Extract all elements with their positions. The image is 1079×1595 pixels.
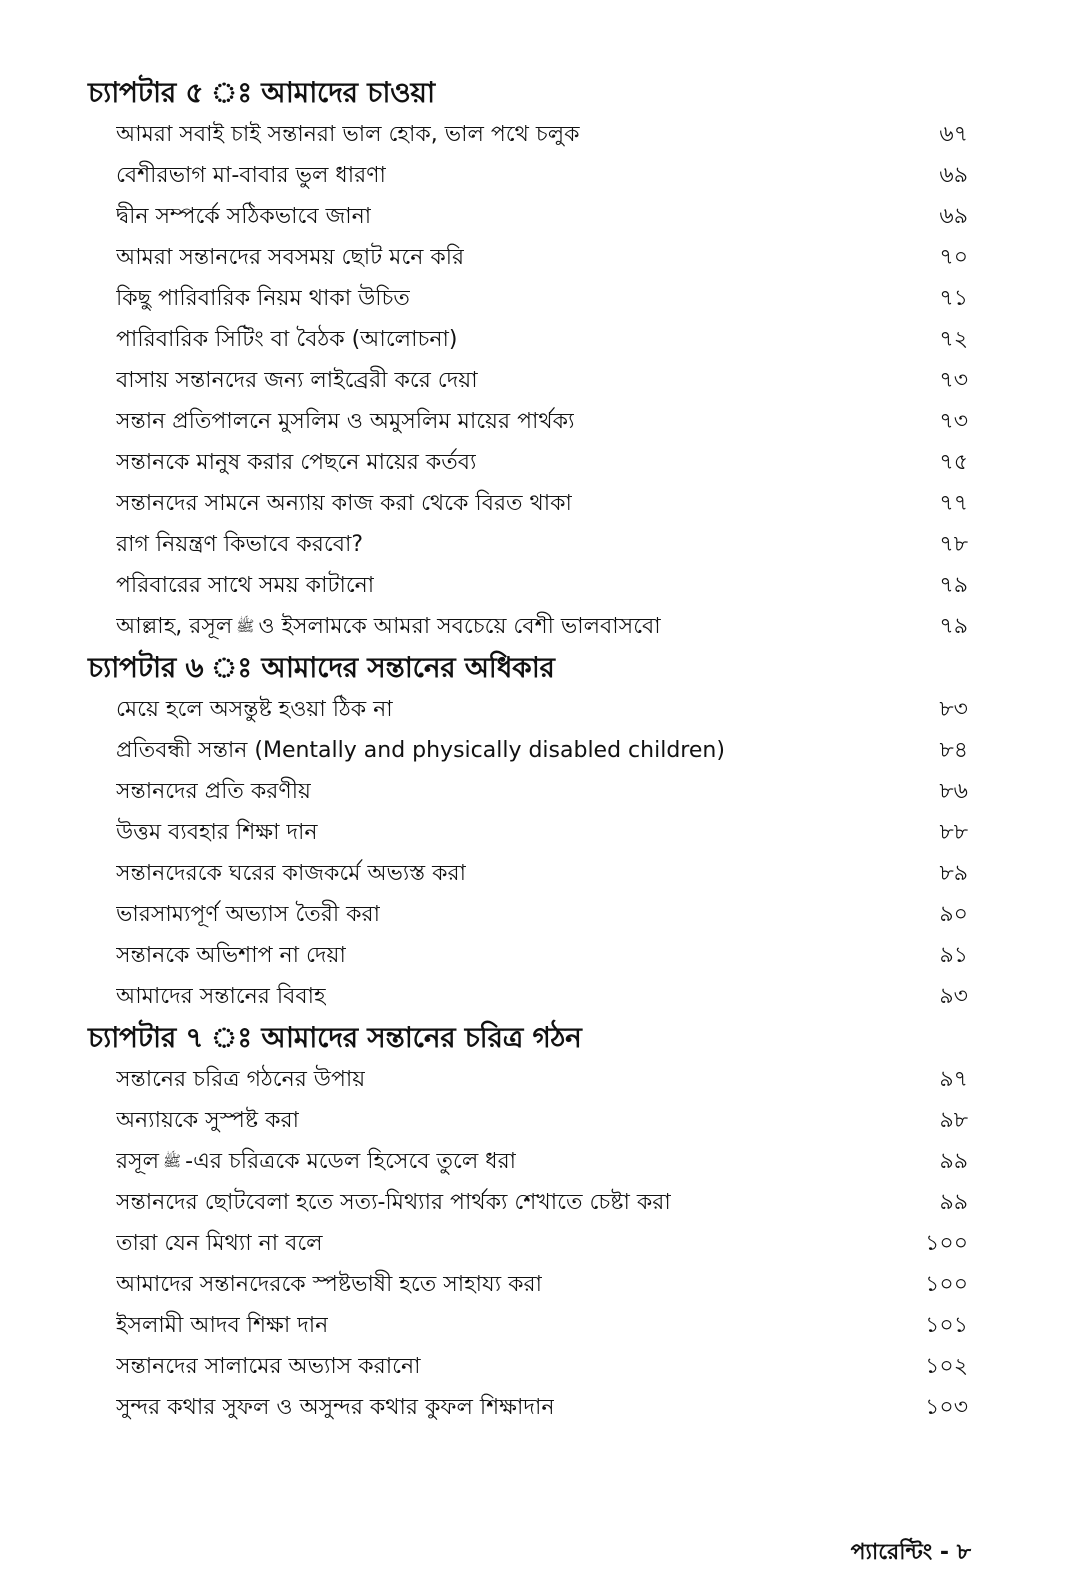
entry-title: আমরা সবাই চাই সন্তানরা ভাল হোক, ভাল পথে চলুক	[116, 122, 580, 147]
entry-title-after: ও ইসলামকে আমরা সবচেয়ে বেশী ভালবাসবো	[258, 613, 661, 639]
entry-title	[116, 606, 661, 648]
entry-page: ৮৬	[939, 779, 968, 804]
entry-page: ১০০	[925, 1272, 968, 1297]
entry-title: সন্তানকে অভিশাপ না দেয়া	[116, 943, 346, 968]
toc-entry	[88, 606, 968, 647]
entry-page: ৮৪	[939, 738, 968, 763]
toc-entry	[88, 237, 968, 278]
toc-entry	[88, 730, 968, 771]
entry-title: দ্বীন সম্পর্কে সঠিকভাবে জানা	[116, 204, 372, 229]
entry-page: ৯৩	[939, 984, 968, 1009]
entry-page: ৯৮	[939, 1108, 968, 1133]
entry-title: প্রতিবন্ধী সন্তান (Mentally and physically disabled children)	[116, 738, 725, 763]
entry-page: ১০০	[925, 1231, 968, 1256]
toc-entry	[88, 1387, 968, 1428]
toc-entry	[88, 565, 968, 606]
entry-page: ৭২	[939, 327, 968, 352]
toc-entry	[88, 1264, 968, 1305]
toc-entry	[88, 1346, 968, 1387]
entry-title: ইসলামী আদব শিক্ষা দান	[116, 1313, 329, 1338]
toc-entry	[88, 401, 968, 442]
entry-title: ভারসাম্যপূর্ণ অভ্যাস তৈরী করা	[116, 902, 381, 927]
entry-page: ৭৭	[939, 491, 968, 516]
entry-title: সন্তানদের ছোটবেলা হতে সত্য-মিথ্যার পার্থক্য শেখাতে চেষ্টা করা	[116, 1190, 671, 1215]
entry-page: ৯০	[939, 902, 968, 927]
entry-title: সুন্দর কথার সুফল ও অসুন্দর কথার কুফল শিক্ষাদান	[116, 1395, 555, 1420]
toc-entry	[88, 155, 968, 196]
entry-title: তারা যেন মিথ্যা না বলে	[116, 1231, 323, 1256]
salawat-honorific-icon: ﷺ	[163, 1152, 182, 1171]
toc-entry	[88, 689, 968, 730]
toc-entry	[88, 114, 968, 155]
entry-title: রাগ নিয়ন্ত্রণ কিভাবে করবো?	[116, 532, 364, 557]
toc-entry	[88, 1223, 968, 1264]
entry-title: সন্তান প্রতিপালনে মুসলিম ও অমুসলিম মায়ের পার্থক্য	[116, 409, 575, 434]
entry-page: ৯৭	[939, 1067, 968, 1092]
entry-title: বাসায় সন্তানদের জন্য লাইব্রেরী করে দেয়া	[116, 368, 478, 393]
toc-entry	[88, 1305, 968, 1346]
toc-entry	[88, 442, 968, 483]
toc-entry	[88, 483, 968, 524]
entry-page: ৭৩	[939, 368, 968, 393]
entry-page: ৭৫	[939, 450, 968, 475]
entry-page: ৭৩	[939, 409, 968, 434]
entry-title: আমরা সন্তানদের সবসময় ছোট মনে করি	[116, 245, 465, 270]
entry-page: ৬৭	[939, 122, 968, 147]
entry-page: ৮৯	[939, 861, 968, 886]
entry-title: পরিবারের সাথে সময় কাটানো	[116, 573, 375, 598]
entry-title-after: -এর চরিত্রকে মডেল হিসেবে তুলে ধরা	[185, 1148, 517, 1174]
toc-entry	[88, 360, 968, 401]
entry-title: বেশীরভাগ মা-বাবার ভুল ধারণা	[116, 163, 386, 188]
entry-page: ৭০	[939, 245, 968, 270]
toc-entry	[88, 812, 968, 853]
toc-entry	[88, 1182, 968, 1223]
chapter-heading: চ্যাপটার ৬ ঃ আমাদের সন্তানের অধিকার	[88, 651, 555, 684]
toc-entry	[88, 1141, 968, 1182]
entry-title: আমাদের সন্তানের বিবাহ	[116, 984, 326, 1009]
toc-entry	[88, 935, 968, 976]
toc-entry	[88, 894, 968, 935]
entry-page: ৭৯	[939, 573, 968, 598]
toc-entry	[88, 1059, 968, 1100]
entry-page: ১০১	[925, 1313, 968, 1338]
entry-title-before: আল্লাহ, রসূল	[116, 613, 233, 639]
entry-page: ৬৯	[939, 163, 968, 188]
entry-title: সন্তানদের প্রতি করণীয়	[116, 779, 311, 804]
table-of-contents	[88, 72, 968, 1428]
entry-title: মেয়ে হলে অসন্তুষ্ট হওয়া ঠিক না	[116, 697, 393, 722]
entry-title: কিছু পারিবারিক নিয়ম থাকা উচিত	[116, 286, 410, 311]
chapter-heading: চ্যাপটার ৫ ঃ আমাদের চাওয়া	[88, 76, 435, 109]
toc-entry	[88, 976, 968, 1017]
entry-page: ৯৯	[939, 1190, 968, 1215]
toc-entry	[88, 319, 968, 360]
salawat-honorific-icon: ﷺ	[236, 617, 255, 636]
entry-title-before: রসূল	[116, 1148, 160, 1174]
entry-page: ১০৩	[925, 1395, 968, 1420]
toc-entry	[88, 853, 968, 894]
chapter-heading: চ্যাপটার ৭ ঃ আমাদের সন্তানের চরিত্র গঠন	[88, 1021, 582, 1054]
entry-title: পারিবারিক সিটিং বা বৈঠক (আলোচনা)	[116, 327, 458, 352]
entry-page: ৯৯	[939, 1149, 968, 1174]
entry-page: ১০২	[925, 1354, 968, 1379]
entry-page: ৭১	[939, 286, 968, 311]
entry-page: ৬৯	[939, 204, 968, 229]
entry-title: সন্তানদেরকে ঘরের কাজকর্মে অভ্যস্ত করা	[116, 861, 466, 886]
entry-page: ৮৮	[939, 820, 968, 845]
entry-title	[116, 1141, 516, 1183]
toc-entry	[88, 1100, 968, 1141]
entry-title: আমাদের সন্তানদেরকে স্পষ্টভাষী হতে সাহায্য করা	[116, 1272, 542, 1297]
toc-entry	[88, 771, 968, 812]
entry-title: সন্তানদের সালামের অভ্যাস করানো	[116, 1354, 421, 1379]
toc-entry	[88, 524, 968, 565]
entry-title: উত্তম ব্যবহার শিক্ষা দান	[116, 820, 318, 845]
entry-page: ৭৯	[939, 614, 968, 639]
entry-page: ৭৮	[939, 532, 968, 557]
toc-entry	[88, 196, 968, 237]
running-footer: প্যারেন্টিং - ৮	[850, 1540, 971, 1565]
entry-page: ৮৩	[939, 697, 968, 722]
entry-title: অন্যায়কে সুস্পষ্ট করা	[116, 1108, 299, 1133]
entry-title: সন্তানদের সামনে অন্যায় কাজ করা থেকে বিরত থাকা	[116, 491, 572, 516]
toc-entry	[88, 278, 968, 319]
entry-title: সন্তানের চরিত্র গঠনের উপায়	[116, 1067, 366, 1092]
entry-title: সন্তানকে মানুষ করার পেছনে মায়ের কর্তব্য	[116, 450, 477, 475]
entry-page: ৯১	[939, 943, 968, 968]
